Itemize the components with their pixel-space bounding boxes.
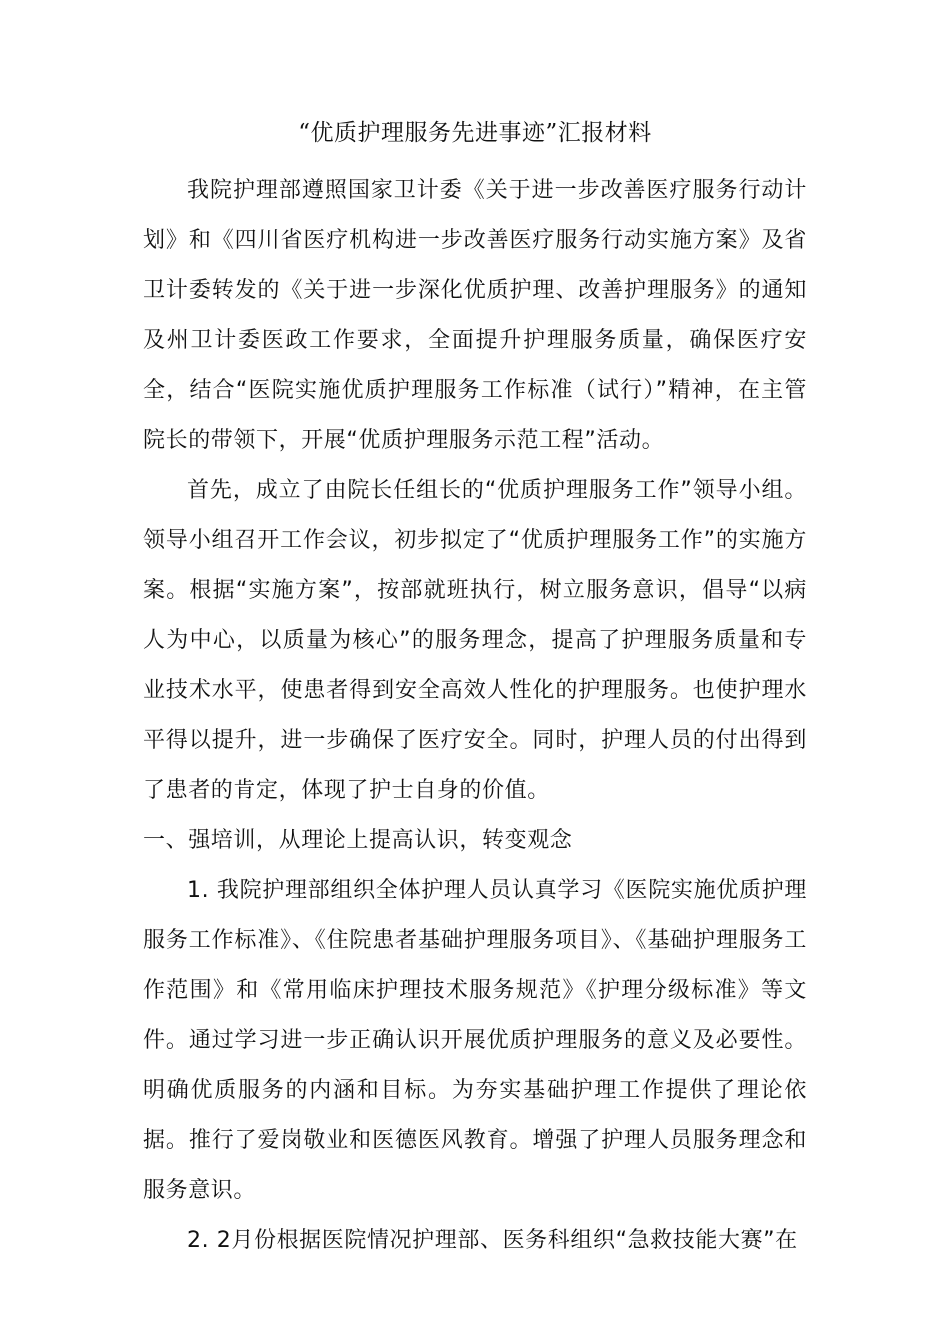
document-title: “优质护理服务先进事迹”汇报材料 xyxy=(298,120,652,146)
paragraph-intro: 我院护理部遵照国家卫计委《关于进一步改善医疗服务行动计划》和《四川省医疗机构进一步改善医疗服务行动实施方案》及省卫计委转发的《关于进一步深化优质护理、改善护理服务》的通知及州卫计委医政工作要求，全面提升护理服务质量，确保医疗安全，结合“医院实施优质护理服务工作标准（试行）”精神，在主管院长的带领下，开展“优质护理服务示范工程”活动。 xyxy=(143,178,807,453)
list-item-1: 1. 我院护理部组织全体护理人员认真学习《医院实施优质护理服务工作标准》、《住院患者基础护理服务项目》、《基础护理服务工作范围》和《常用临床护理技术服务规范》《护理分级标准》等文件。通过学习进一步正确认识开展优质护理服务的意义及必要性。明确优质服务的内涵和目标。为夯实基础护理工作提供了理论依据。推行了爱岗敬业和医德医风教育。增强了护理人员服务理念和服务意识。 xyxy=(143,878,807,1203)
document-body xyxy=(143,166,807,1266)
paragraph-leadership: 首先，成立了由院长任组长的“优质护理服务工作”领导小组。领导小组召开工作会议，初步拟定了“优质护理服务工作”的实施方案。根据“实施方案”，按部就班执行，树立服务意识，倡导“以病人为中心，以质量为核心”的服务理念，提高了护理服务质量和专业技术水平，使患者得到安全高效人性化的护理服务。也使护理水平得以提升，进一步确保了医疗安全。同时，护理人员的付出得到了患者的肯定，体现了护士自身的价值。 xyxy=(143,478,807,803)
section-heading-1: 一、强培训，从理论上提高认识，转变观念 xyxy=(143,828,573,853)
list-item-2: 2. 2月份根据医院情况护理部、医务科组织“急救技能大赛”在 xyxy=(187,1228,798,1253)
